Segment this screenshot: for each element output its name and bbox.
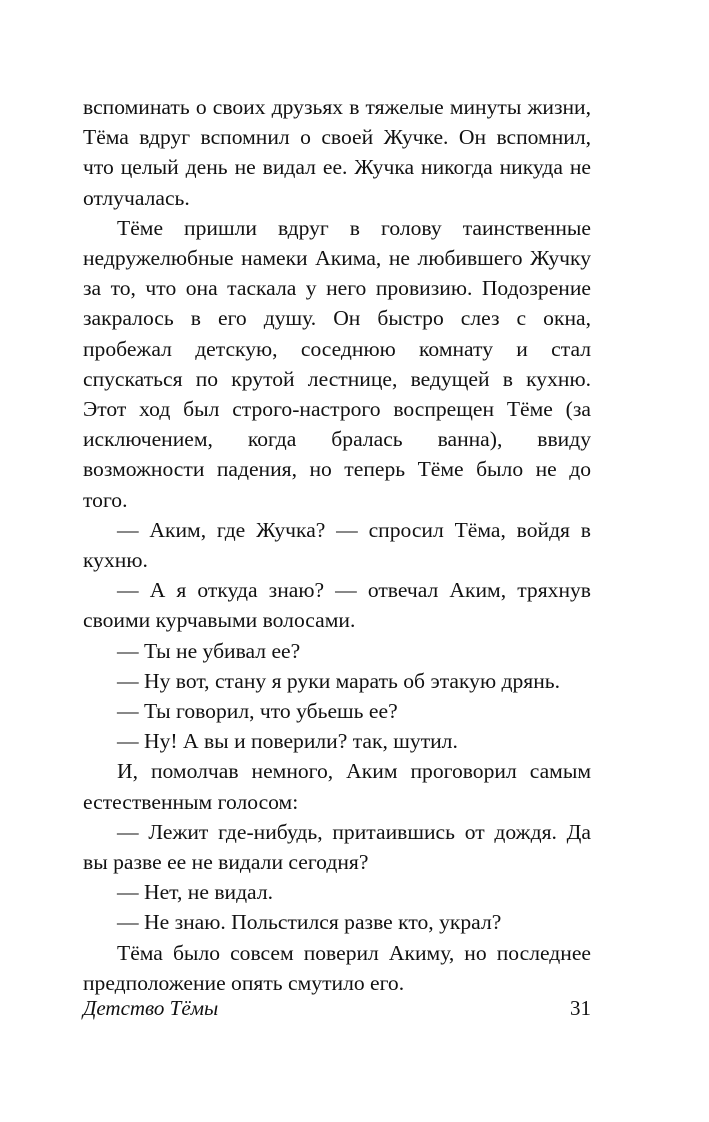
paragraph: — Ты не убивал ее? — [117, 638, 301, 663]
paragraph: — Нет, не видал. — [117, 880, 274, 905]
paragraph: — Лежит где-нибудь, притаившись от дождя. Да вы разве ее не видали сегодня? — [83, 819, 591, 875]
page-number: 31 — [570, 996, 591, 1020]
paragraph: — Не знаю. Польстился разве кто, украл? — [117, 910, 502, 935]
paragraph: — Аким, где Жучка? — спросил Тёма, войдя в кухню. — [83, 517, 591, 573]
running-title: Детство Тёмы — [83, 996, 219, 1020]
paragraph: Тёма было совсем поверил Акиму, но последнее предположение опять смутило его. — [83, 940, 591, 995]
paragraph: — А я откуда знаю? — отвечал Аким, тряхнув своими курчавыми волосами. — [83, 578, 591, 633]
paragraph: — Ну вот, стану я руки марать об этакую дрянь. — [117, 668, 561, 693]
paragraph: — Ты говорил, что убьешь ее? — [117, 699, 398, 724]
paragraph: И, помолчав немного, Аким проговорил самым естественным голосом: — [83, 759, 591, 814]
paragraph: — Ну! А вы и поверили? так, шутил. — [117, 729, 458, 754]
paragraph: Тёме пришли вдруг в голову таинственные недружелюбные намеки Акима, не любившего Жучку за то, что она таскала у него провизию. Подозрение закралось в его душу. Он быстро слез с окна, пробежал детскую, соседнюю комнату и стал спускаться по крутой лестнице, ведущей в кухню. Этот ход был строго-настрого воспрещен Тёме (за исключением, когда бралась ванна), ввиду возможности падения, но теперь Тёме было не до того. — [83, 215, 591, 512]
paragraph: вспоминать о своих друзьях в тяжелые минуты жизни, Тёма вдруг вспомнил о своей Жучке. Он вспомнил, что целый день не видал ее. Жучка никогда никуда не отлучалась. — [83, 95, 591, 210]
page-body — [83, 92, 591, 998]
